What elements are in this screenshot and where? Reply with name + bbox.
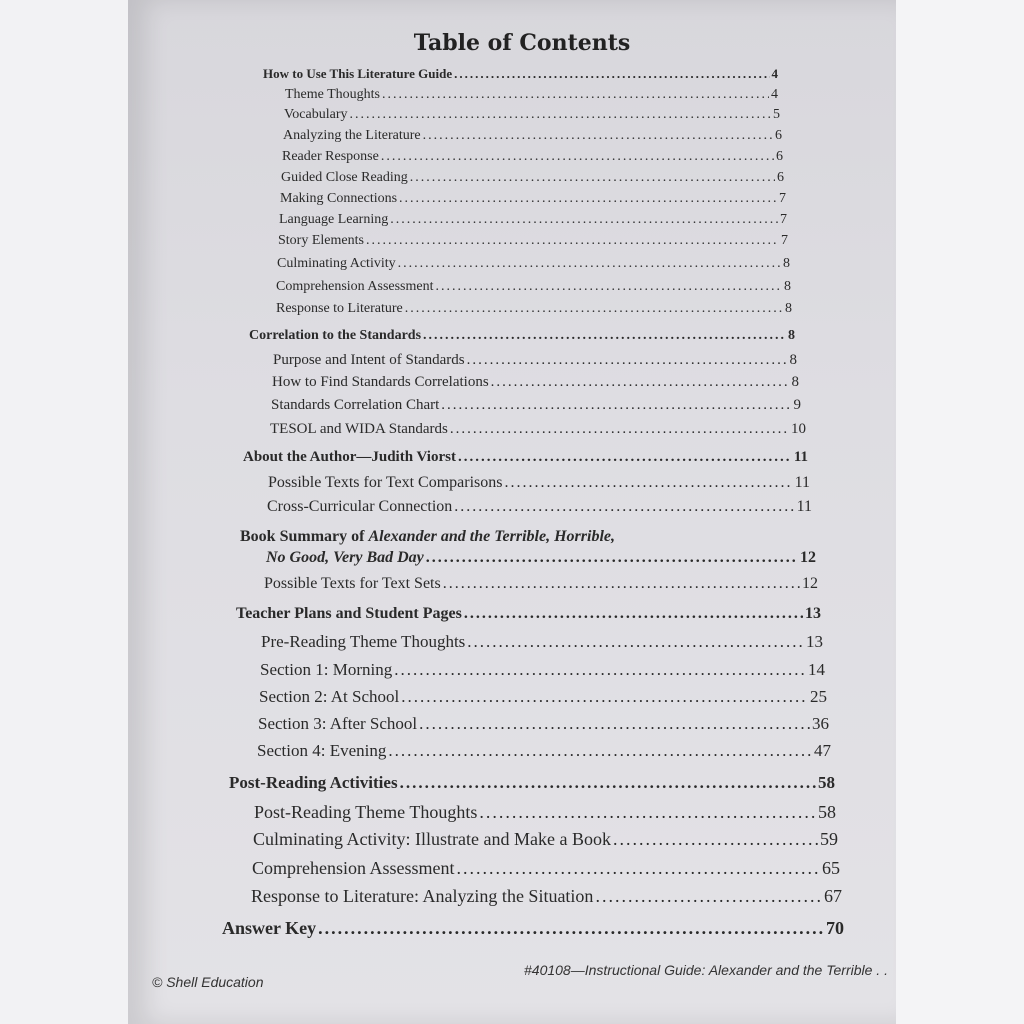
toc-entry-page: 8: [789, 352, 797, 368]
toc-entry-page: 11: [794, 474, 810, 491]
book-title-italic: Alexander and the Terrible, Horrible,: [368, 528, 615, 545]
toc-entry-page: 8: [784, 279, 791, 294]
toc-entry-label: Post-Reading Activities: [229, 773, 398, 792]
toc-entry-label: Standards Correlation Chart: [271, 397, 440, 413]
toc-entry: [278, 233, 788, 249]
toc-entry: [277, 256, 790, 272]
toc-entry-page: 6: [777, 170, 784, 185]
toc-entry-page: 4: [771, 66, 778, 81]
toc-entry-label: Making Connections: [280, 191, 398, 206]
toc-entry: [257, 741, 831, 761]
toc-entry: [272, 374, 799, 391]
toc-entry-label: About the Author—Judith Viorst: [243, 449, 456, 465]
toc-entry-page: 14: [808, 660, 825, 679]
toc-entry-label: Cross-Curricular Connection: [267, 498, 453, 515]
toc-entry-label: Section 1: Morning: [260, 660, 393, 679]
toc-entry-label: Possible Texts for Text Comparisons: [268, 474, 503, 491]
toc-entry: [236, 605, 821, 623]
toc-entry-label: Theme Thoughts: [285, 87, 381, 102]
toc-entry-page: 8: [791, 374, 799, 390]
toc-entry: [271, 397, 801, 414]
toc-entry: [267, 498, 812, 516]
toc-entry-label: Response to Literature: Analyzing the Situation: [251, 886, 594, 906]
toc-entry-page: 10: [791, 421, 806, 437]
toc-entry-label: Comprehension Assessment: [276, 279, 434, 294]
toc-entry-label: Answer Key: [222, 918, 317, 938]
toc-entry-page: 7: [779, 191, 786, 206]
toc-entry: [276, 279, 791, 295]
toc-entry: [266, 549, 816, 567]
toc-entry-page: 6: [776, 149, 783, 164]
toc-entry: [280, 191, 786, 207]
toc-entry-page: 25: [810, 687, 827, 706]
toc-entry-label: Language Learning: [279, 212, 389, 227]
toc-entry-label: Guided Close Reading: [281, 170, 408, 185]
toc-entry-page: 8: [788, 328, 795, 343]
toc-entry: [260, 660, 825, 680]
toc-entry: [249, 328, 795, 344]
toc-entry: [273, 352, 797, 369]
toc-entry: [279, 212, 787, 228]
toc-entry: [276, 301, 792, 317]
toc-entry-page: 59: [820, 829, 838, 849]
toc-entry-label: Pre-Reading Theme Thoughts: [261, 632, 466, 651]
toc-entry-page: 7: [780, 212, 787, 227]
toc-entry-label: Post-Reading Theme Thoughts: [254, 802, 478, 822]
toc-entry-label: Story Elements: [278, 233, 364, 248]
toc-entry-label: Vocabulary: [284, 107, 348, 122]
toc-entry-label: Response to Literature: [276, 301, 403, 316]
toc-entry-label: Section 3: After School: [258, 714, 418, 733]
toc-entry-page: 36: [812, 714, 829, 733]
toc-entry: [281, 170, 784, 186]
toc-entry-label: How to Find Standards Correlations: [272, 374, 489, 390]
toc-entry: [229, 773, 835, 793]
toc-entry-label: Book Summary of: [240, 528, 369, 545]
toc-entry-page: 58: [818, 773, 835, 792]
toc-entry: [270, 421, 806, 438]
toc-entry-page: 8: [783, 256, 790, 271]
toc-entry: [258, 714, 829, 734]
left-page-edge: [0, 0, 128, 1024]
toc-entry-label: Section 2: At School: [259, 687, 400, 706]
toc-entry-label: Culminating Activity: Illustrate and Make a Book: [253, 829, 611, 849]
toc-entry-label: Teacher Plans and Student Pages: [236, 605, 462, 622]
toc-entry: [263, 66, 778, 82]
toc-entry-page: 70: [826, 918, 844, 938]
toc-entry-page: 6: [775, 128, 782, 143]
toc-entry: [283, 128, 782, 144]
toc-entry-label: Purpose and Intent of Standards: [273, 352, 465, 368]
toc-entry-page: 65: [822, 858, 840, 878]
page-title: Table of Contents: [413, 30, 631, 56]
toc-entry-page: 12: [802, 575, 818, 592]
toc-entry-page: 11: [793, 449, 808, 465]
right-background: [896, 0, 1024, 1024]
toc-entry-page: 9: [793, 397, 801, 413]
toc-entry-page: 5: [773, 107, 780, 122]
toc-entry-page: 13: [805, 605, 821, 622]
footer-publisher: © Shell Education: [152, 974, 264, 990]
toc-entry: [222, 918, 844, 939]
toc-entry-page: 12: [800, 549, 816, 566]
toc-entry-page: 47: [814, 741, 831, 760]
toc-entry: [252, 858, 840, 879]
toc-entry: [268, 474, 810, 492]
toc-entry: [243, 449, 808, 466]
toc-entry: [253, 829, 838, 850]
toc-entry: [284, 107, 780, 123]
toc-entry-label: Correlation to the Standards: [249, 328, 422, 343]
toc-entry: [282, 149, 783, 165]
toc-entry-label: Possible Texts for Text Sets: [264, 575, 441, 592]
toc-entry-label: Analyzing the Literature: [283, 128, 421, 143]
toc-entry: [285, 87, 778, 103]
footer-product: #40108—Instructional Guide: Alexander and the Terrible . .: [524, 962, 888, 978]
toc-entry-page: 11: [796, 498, 812, 515]
toc-entry: [264, 575, 818, 593]
toc-entry: [259, 687, 827, 707]
toc-entry-page: 58: [818, 802, 836, 822]
toc-entry-label: Section 4: Evening: [257, 741, 387, 760]
toc-entry-label: Comprehension Assessment: [252, 858, 455, 878]
toc-entry-label: TESOL and WIDA Standards: [270, 421, 448, 437]
toc-entry: [254, 802, 836, 823]
toc-entry: [251, 886, 842, 907]
toc-entry-page: 8: [785, 301, 792, 316]
toc-entry-label: Culminating Activity: [277, 256, 396, 271]
toc-entry-page: 13: [806, 632, 823, 651]
toc-entry-heading: [240, 528, 615, 546]
toc-entry-label: How to Use This Literature Guide: [263, 66, 453, 81]
toc-entry-page: 4: [771, 87, 778, 102]
toc-entry-page: 7: [781, 233, 788, 248]
toc-entry-page: 67: [824, 886, 842, 906]
toc-entry-label: No Good, Very Bad Day: [266, 549, 424, 566]
toc-entry-label: Reader Response: [282, 149, 379, 164]
toc-entry: [261, 632, 823, 652]
